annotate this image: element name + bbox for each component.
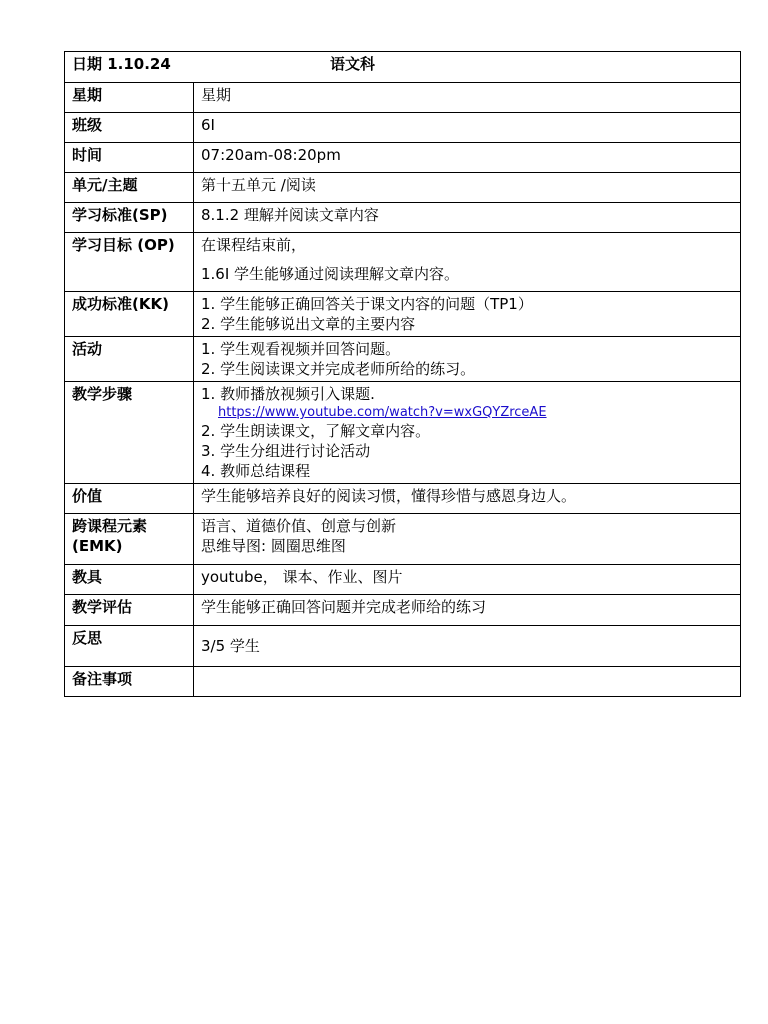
value-notes [194, 667, 741, 697]
emk-label-line-1: 跨课程元素 [72, 517, 148, 535]
label-reflection: 反思 [65, 626, 194, 667]
value-kk [194, 292, 741, 337]
row-kk [65, 292, 741, 337]
row-op [65, 233, 741, 292]
emk-line-1: 语言、道德价值、创意与创新 [201, 517, 397, 535]
row-day [65, 83, 741, 113]
header-cell [65, 52, 741, 83]
lesson-date: 日期 1.10.24 [72, 55, 171, 73]
row-notes [65, 667, 741, 697]
row-time [65, 143, 741, 173]
video-link[interactable]: https://www.youtube.com/watch?v=wxGQYZrceAE [218, 405, 547, 420]
value-tools: youtube， 课本、作业、图片 [194, 565, 741, 595]
step-2: 2. 学生朗读课文，了解文章内容。 [201, 422, 431, 440]
reflection-text: 3/5 学生 [201, 637, 260, 655]
label-kk: 成功标准(KK) [65, 292, 194, 337]
row-class [65, 113, 741, 143]
value-emk [194, 514, 741, 565]
value-values: 学生能够培养良好的阅读习惯，懂得珍惜与感恩身边人。 [194, 484, 741, 514]
label-assessment: 教学评估 [65, 595, 194, 626]
label-day: 星期 [65, 83, 194, 113]
row-assessment [65, 595, 741, 626]
label-op: 学习目标 (OP) [65, 233, 194, 292]
row-unit [65, 173, 741, 203]
label-sp: 学习标准(SP) [65, 203, 194, 233]
step-1: 1. 教师播放视频引入课题. [201, 385, 375, 403]
label-steps: 教学步骤 [65, 382, 194, 484]
row-emk [65, 514, 741, 565]
label-notes: 备注事项 [65, 667, 194, 697]
kk-item-2: 2. 学生能够说出文章的主要内容 [201, 315, 416, 333]
lesson-plan-table [64, 51, 741, 697]
label-tools: 教具 [65, 565, 194, 595]
row-reflection [65, 626, 741, 667]
value-op [194, 233, 741, 292]
label-class: 班级 [65, 113, 194, 143]
value-class: 6I [194, 113, 741, 143]
step-3: 3. 学生分组进行讨论活动 [201, 442, 371, 460]
value-time: 07:20am-08:20pm [194, 143, 741, 173]
row-sp [65, 203, 741, 233]
op-objective: 1.6I 学生能够通过阅读理解文章内容。 [201, 265, 460, 283]
kk-item-1: 1. 学生能够正确回答关于课文内容的问题（TP1） [201, 295, 533, 313]
value-reflection [194, 626, 741, 667]
activity-item-2: 2. 学生阅读课文并完成老师所给的练习。 [201, 360, 476, 378]
label-values: 价值 [65, 484, 194, 514]
emk-label-line-2: (EMK) [72, 537, 123, 555]
value-day: 星期 [194, 83, 741, 113]
row-activity [65, 337, 741, 382]
row-steps [65, 382, 741, 484]
row-tools [65, 565, 741, 595]
label-time: 时间 [65, 143, 194, 173]
activity-item-1: 1. 学生观看视频并回答问题。 [201, 340, 401, 358]
label-unit: 单元/主题 [65, 173, 194, 203]
value-steps [194, 382, 741, 484]
lesson-subject: 语文科 [330, 55, 376, 73]
step-4: 4. 教师总结课程 [201, 462, 311, 480]
value-unit: 第十五单元 /阅读 [194, 173, 741, 203]
label-emk [65, 514, 194, 565]
value-sp: 8.1.2 理解并阅读文章内容 [194, 203, 741, 233]
value-activity [194, 337, 741, 382]
op-intro: 在课程结束前， [201, 236, 307, 254]
emk-line-2: 思维导图: 圆圈思维图 [201, 537, 346, 555]
value-assessment: 学生能够正确回答问题并完成老师给的练习 [194, 595, 741, 626]
row-values [65, 484, 741, 514]
label-activity: 活动 [65, 337, 194, 382]
header-row [65, 52, 741, 83]
